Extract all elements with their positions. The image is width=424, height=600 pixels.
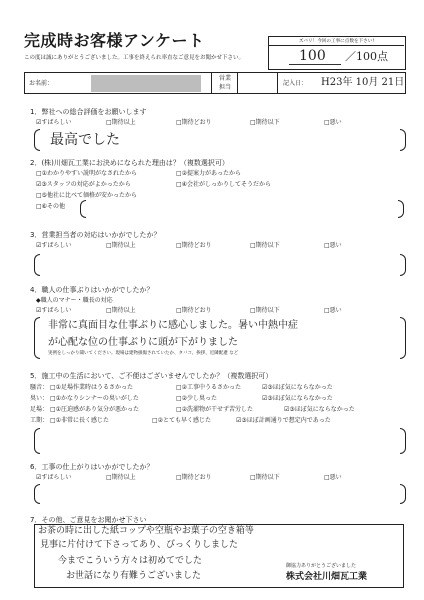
q5-question: 5．施工中の生活において、ご不便はございませんでしたか？（複数選択可） xyxy=(30,372,273,380)
q4-answer-line-2[interactable]: が心配な位の仕事ぶりに頭が下がりました xyxy=(48,337,238,348)
q5-row2-opt3[interactable]: ☑③ほぼ気にならなかった xyxy=(262,395,333,402)
q4-option-3[interactable]: □期待どおり xyxy=(176,307,212,314)
q6-option-5[interactable]: □悪い xyxy=(324,474,342,481)
score-prompt: ズバリ！今回の工事に点数を下さい! xyxy=(269,37,404,46)
q4-option-2[interactable]: □期待以上 xyxy=(106,307,136,314)
name-label: お名前： xyxy=(29,80,54,87)
q5-row4-opt2[interactable]: □②とても早く感じた xyxy=(152,417,212,424)
q3-option-3[interactable]: □期待どおり xyxy=(176,242,212,249)
q4-sub: ◆職人のマナー・職長の対応 xyxy=(36,297,113,304)
q5-row4-opt3[interactable]: ☑③ほぼ計画通りで想定内であった xyxy=(236,417,331,424)
name-redacted xyxy=(91,75,201,92)
q2-option-4[interactable]: □④会社がしっかりしてそうだから xyxy=(176,181,272,188)
q5-row4-opt1[interactable]: □①非常に長く感じた xyxy=(50,417,110,424)
q6-option-4[interactable]: □期待以下 xyxy=(250,474,280,481)
q5-row1-opt2[interactable]: □②工事中うるさかった xyxy=(176,384,242,391)
q1-option-3[interactable]: □期待どおり xyxy=(176,119,212,126)
q2-option-2[interactable]: □②提案力があったから xyxy=(176,170,241,177)
page-subtitle: この度は誠にありがとうございました。工事を終えられ率直なご意見をお聞かせ下さい。 xyxy=(24,55,245,61)
q3-option-2[interactable]: □期待以上 xyxy=(106,242,136,249)
tanto-label: 担当 xyxy=(219,84,232,91)
q5-row3-opt2[interactable]: □②洗濯物が干せず苦労した xyxy=(176,406,254,413)
q4-option-5[interactable]: □悪い xyxy=(324,307,342,314)
q7-answer-line-2[interactable]: 見事に片付けて下さってあり、びっくりしました xyxy=(40,540,239,550)
q5-row1-opt1[interactable]: □①足場作業時はうるさかった xyxy=(50,384,134,391)
q5-row1-label: 騒音： xyxy=(30,384,49,391)
q6-question: 6．工事の仕上がりはいかがでしたか？ xyxy=(30,463,154,471)
q1-option-4[interactable]: □期待以下 xyxy=(250,119,280,126)
q5-row3-opt1[interactable]: □①圧迫感があり気分が悪かった xyxy=(50,406,140,413)
q7-answer-line-4[interactable]: お世話になり有難うございました xyxy=(66,571,202,581)
q2-question: 2．(株)川畑瓦工業にお決めになられた理由は？（複数選択可） xyxy=(30,159,229,167)
q4-question: 4．職人の仕事ぶりはいかがでしたか？ xyxy=(30,286,154,294)
score-value[interactable]: 100 xyxy=(299,48,326,64)
q6-option-1[interactable]: ☑すばらしい xyxy=(36,474,72,481)
q2-option-1[interactable]: □①わかりやすい説明がなされたから xyxy=(36,170,138,177)
date-label: 記入日： xyxy=(283,80,308,87)
score-box xyxy=(268,36,406,70)
q7-answer-line-3[interactable]: 今までこういう方々は初めてでした xyxy=(58,556,203,566)
info-row xyxy=(24,72,406,94)
q1-option-1[interactable]: ☑すばらしい xyxy=(36,119,72,126)
q2-option-3[interactable]: ☑③スタッフの対応がよかったから xyxy=(36,181,131,188)
q5-row2-opt1[interactable]: □①かなりシンナーの臭いがした xyxy=(50,395,139,402)
q7-answer-line-1[interactable]: お茶の時に出した紙コップや空瓶やお菓子の空き箱等 xyxy=(38,526,254,536)
q1-question: 1．弊社への総合評価をお願いします xyxy=(30,108,147,116)
q3-question: 3．営業担当者の対応はいかがでしたか？ xyxy=(30,231,161,239)
q6-option-2[interactable]: □期待以上 xyxy=(106,474,136,481)
q1-answer[interactable]: 最高でした xyxy=(50,132,120,148)
q5-row2-label: 臭い： xyxy=(30,395,49,402)
q7-question: 7．その他、ご意見をお聞かせ下さい xyxy=(30,516,147,524)
score-underline xyxy=(289,64,341,65)
q3-option-5[interactable]: □悪い xyxy=(324,242,342,249)
q4-option-4[interactable]: □期待以下 xyxy=(250,307,280,314)
q5-row4-label: 工期： xyxy=(30,417,49,424)
q4-note: 実例をしっかり聞いてください。現場は建物損傷されていたか、タバコ、挨拶、近隣配慮 など xyxy=(48,351,239,356)
date-value[interactable]: H23年 10月 21日 xyxy=(321,77,405,88)
score-suffix: ／100点 xyxy=(345,50,388,63)
q1-option-2[interactable]: □期待以上 xyxy=(106,119,136,126)
q4-answer-line-1[interactable]: 非常に真面目な仕事ぶりに感心しました。暑い中熱中症 xyxy=(48,320,298,331)
q2-option-6[interactable]: □⑥その他 xyxy=(36,203,66,210)
q5-row3-label: 足場： xyxy=(30,406,49,413)
q3-option-4[interactable]: □期待以下 xyxy=(250,242,280,249)
q2-option-5[interactable]: □⑤他社に比べて価格が安かったから xyxy=(36,192,138,199)
q5-row2-opt2[interactable]: □②少し臭った xyxy=(176,395,218,402)
q3-option-1[interactable]: ☑すばらしい xyxy=(36,242,72,249)
q1-option-5[interactable]: □悪い xyxy=(324,119,342,126)
page-title: 完成時お客様アンケート xyxy=(24,31,205,50)
footer-company: 株式会社川畑瓦工業 xyxy=(286,572,368,582)
footer-thanks: 御協力ありがとうございました xyxy=(286,563,357,569)
q6-option-3[interactable]: □期待どおり xyxy=(176,474,212,481)
q5-row3-opt3[interactable]: ☑③ほぼ気にならなかった xyxy=(284,406,355,413)
q5-row1-opt3[interactable]: ☑③ほぼ気にならなかった xyxy=(262,384,333,391)
q4-option-1[interactable]: ☑すばらしい xyxy=(36,307,72,314)
sales-label: 営業 xyxy=(219,75,232,82)
